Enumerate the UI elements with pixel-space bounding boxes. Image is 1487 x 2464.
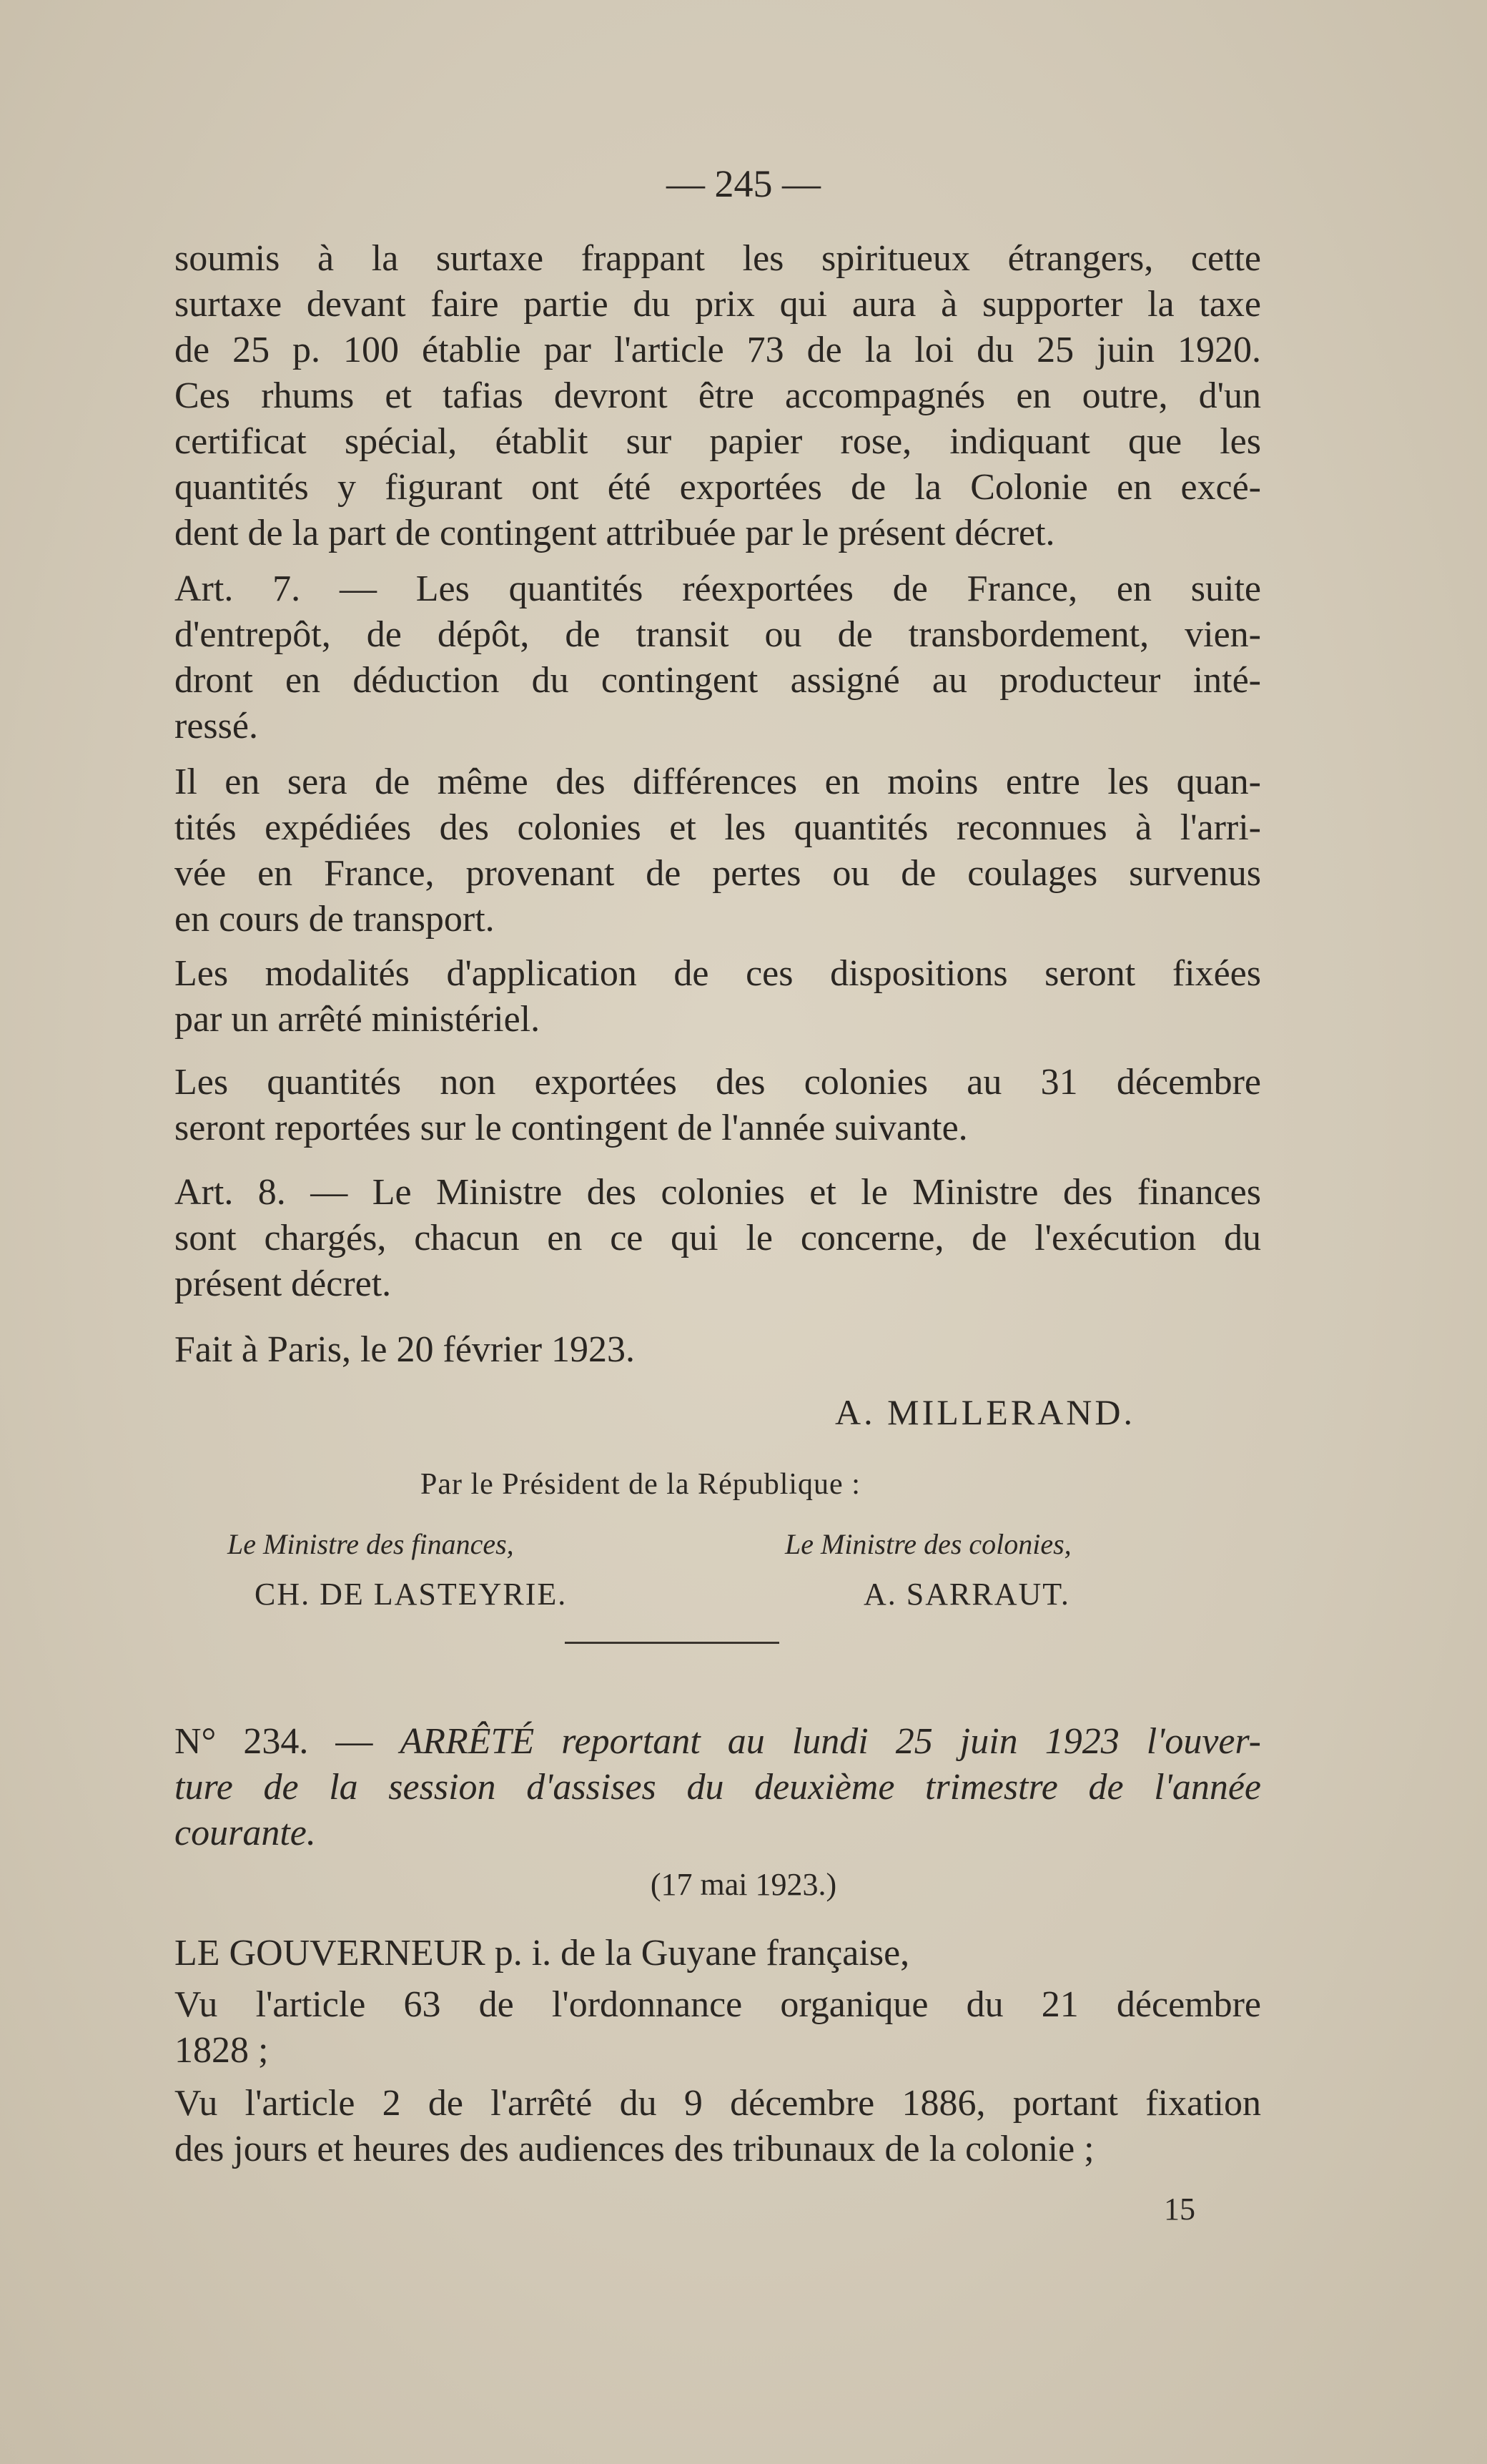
ministre-finances-title: Le Ministre des finances, (227, 1528, 514, 1560)
vu-article-2 (174, 2081, 1261, 2172)
article-7-paragraph-4 (174, 1060, 1261, 1151)
arrete-number: N° 234. — (174, 1721, 373, 1762)
text-line: 1828 ; (174, 2030, 269, 2071)
text-line: en cours de transport. (174, 899, 495, 940)
text-line: Les modalités d'application de ces dispositions seront fixées (174, 953, 1261, 994)
page-number: — 245 — (666, 162, 821, 205)
text-line: Vu l'article 2 de l'arrêté du 9 décembre 1886, portant fixation (174, 2083, 1261, 2124)
signature-mark: 15 (1164, 2192, 1195, 2227)
gouverneur-line (174, 1931, 1261, 1976)
ministre-colonies-title: Le Ministre des colonies, (785, 1528, 1072, 1560)
text-line: Il en sera de même des différences en moins entre les quan- (174, 762, 1261, 802)
text-line: sont chargés, chacun en ce qui le concerne, de l'exécution du (174, 1218, 1261, 1258)
arrete-heading (174, 1719, 1261, 1856)
fait-a-paris (174, 1327, 1261, 1373)
signature-millerand: A. MILLERAND. (835, 1392, 1136, 1432)
text-line: Art. 8. — Le Ministre des colonies et le Ministre des finances (174, 1172, 1261, 1213)
text-line: dront en déduction du contingent assigné au producteur inté- (174, 660, 1261, 701)
text-line: des jours et heures des audiences des tribunaux de la colonie ; (174, 2129, 1095, 2169)
text-line: certificat spécial, établit sur papier rose, indiquant que les (174, 421, 1261, 462)
ministre-colonies-name: A. SARRAUT. (864, 1577, 1070, 1612)
text-line: LE GOUVERNEUR p. i. de la Guyane française, (174, 1933, 910, 1973)
arrete-date: (17 mai 1923.) (650, 1867, 837, 1902)
arrete-title-line: courante. (174, 1813, 316, 1853)
separator-rule (565, 1642, 779, 1644)
text-line: seront reportées sur le contingent de l'année suivante. (174, 1108, 968, 1148)
text-line: vée en France, provenant de pertes ou de coulages survenus (174, 853, 1261, 894)
article-8 (174, 1170, 1261, 1307)
text-line: dent de la part de contingent attribuée par le présent décret. (174, 513, 1055, 553)
text-line: surtaxe devant faire partie du prix qui aura à supporter la taxe (174, 284, 1261, 325)
text-line: soumis à la surtaxe frappant les spiritueux étrangers, cette (174, 238, 1261, 279)
text-line: ressé. (174, 706, 258, 746)
decree-paragraph (174, 236, 1261, 556)
text-line: tités expédiées des colonies et les quantités reconnues à l'arri- (174, 807, 1261, 848)
text-line: présent décret. (174, 1263, 392, 1304)
text-line: par un arrêté ministériel. (174, 999, 540, 1040)
vu-article-63 (174, 1982, 1261, 2074)
article-7 (174, 566, 1261, 749)
ministre-finances-name: CH. DE LASTEYRIE. (255, 1577, 568, 1612)
arrete-title-line: ture de la session d'assises du deuxième trimestre de l'année (174, 1767, 1261, 1808)
text-line: d'entrepôt, de dépôt, de transit ou de transbordement, vien- (174, 614, 1261, 655)
article-7-paragraph-2 (174, 759, 1261, 942)
text-line: de 25 p. 100 établie par l'article 73 de la loi du 25 juin 1920. (174, 330, 1261, 370)
text-line: Vu l'article 63 de l'ordonnance organique du 21 décembre (174, 1984, 1261, 2025)
text-line: Les quantités non exportées des colonies au 31 décembre (174, 1062, 1261, 1103)
arrete-title-text: ARRÊTÉ reportant au lundi 25 juin 1923 l'ouver- (400, 1721, 1261, 1762)
text-line: Fait à Paris, le 20 février 1923. (174, 1329, 636, 1370)
text-line: Art. 7. — Les quantités réexportées de France, en suite (174, 568, 1261, 609)
text-line: Ces rhums et tafias devront être accompagnés en outre, d'un (174, 375, 1261, 416)
article-7-paragraph-3 (174, 951, 1261, 1043)
text-line: quantités y figurant ont été exportées de la Colonie en excé- (174, 467, 1261, 508)
par-le-president: Par le Président de la République : (420, 1468, 861, 1501)
arrete-title-line (174, 1719, 1261, 1765)
